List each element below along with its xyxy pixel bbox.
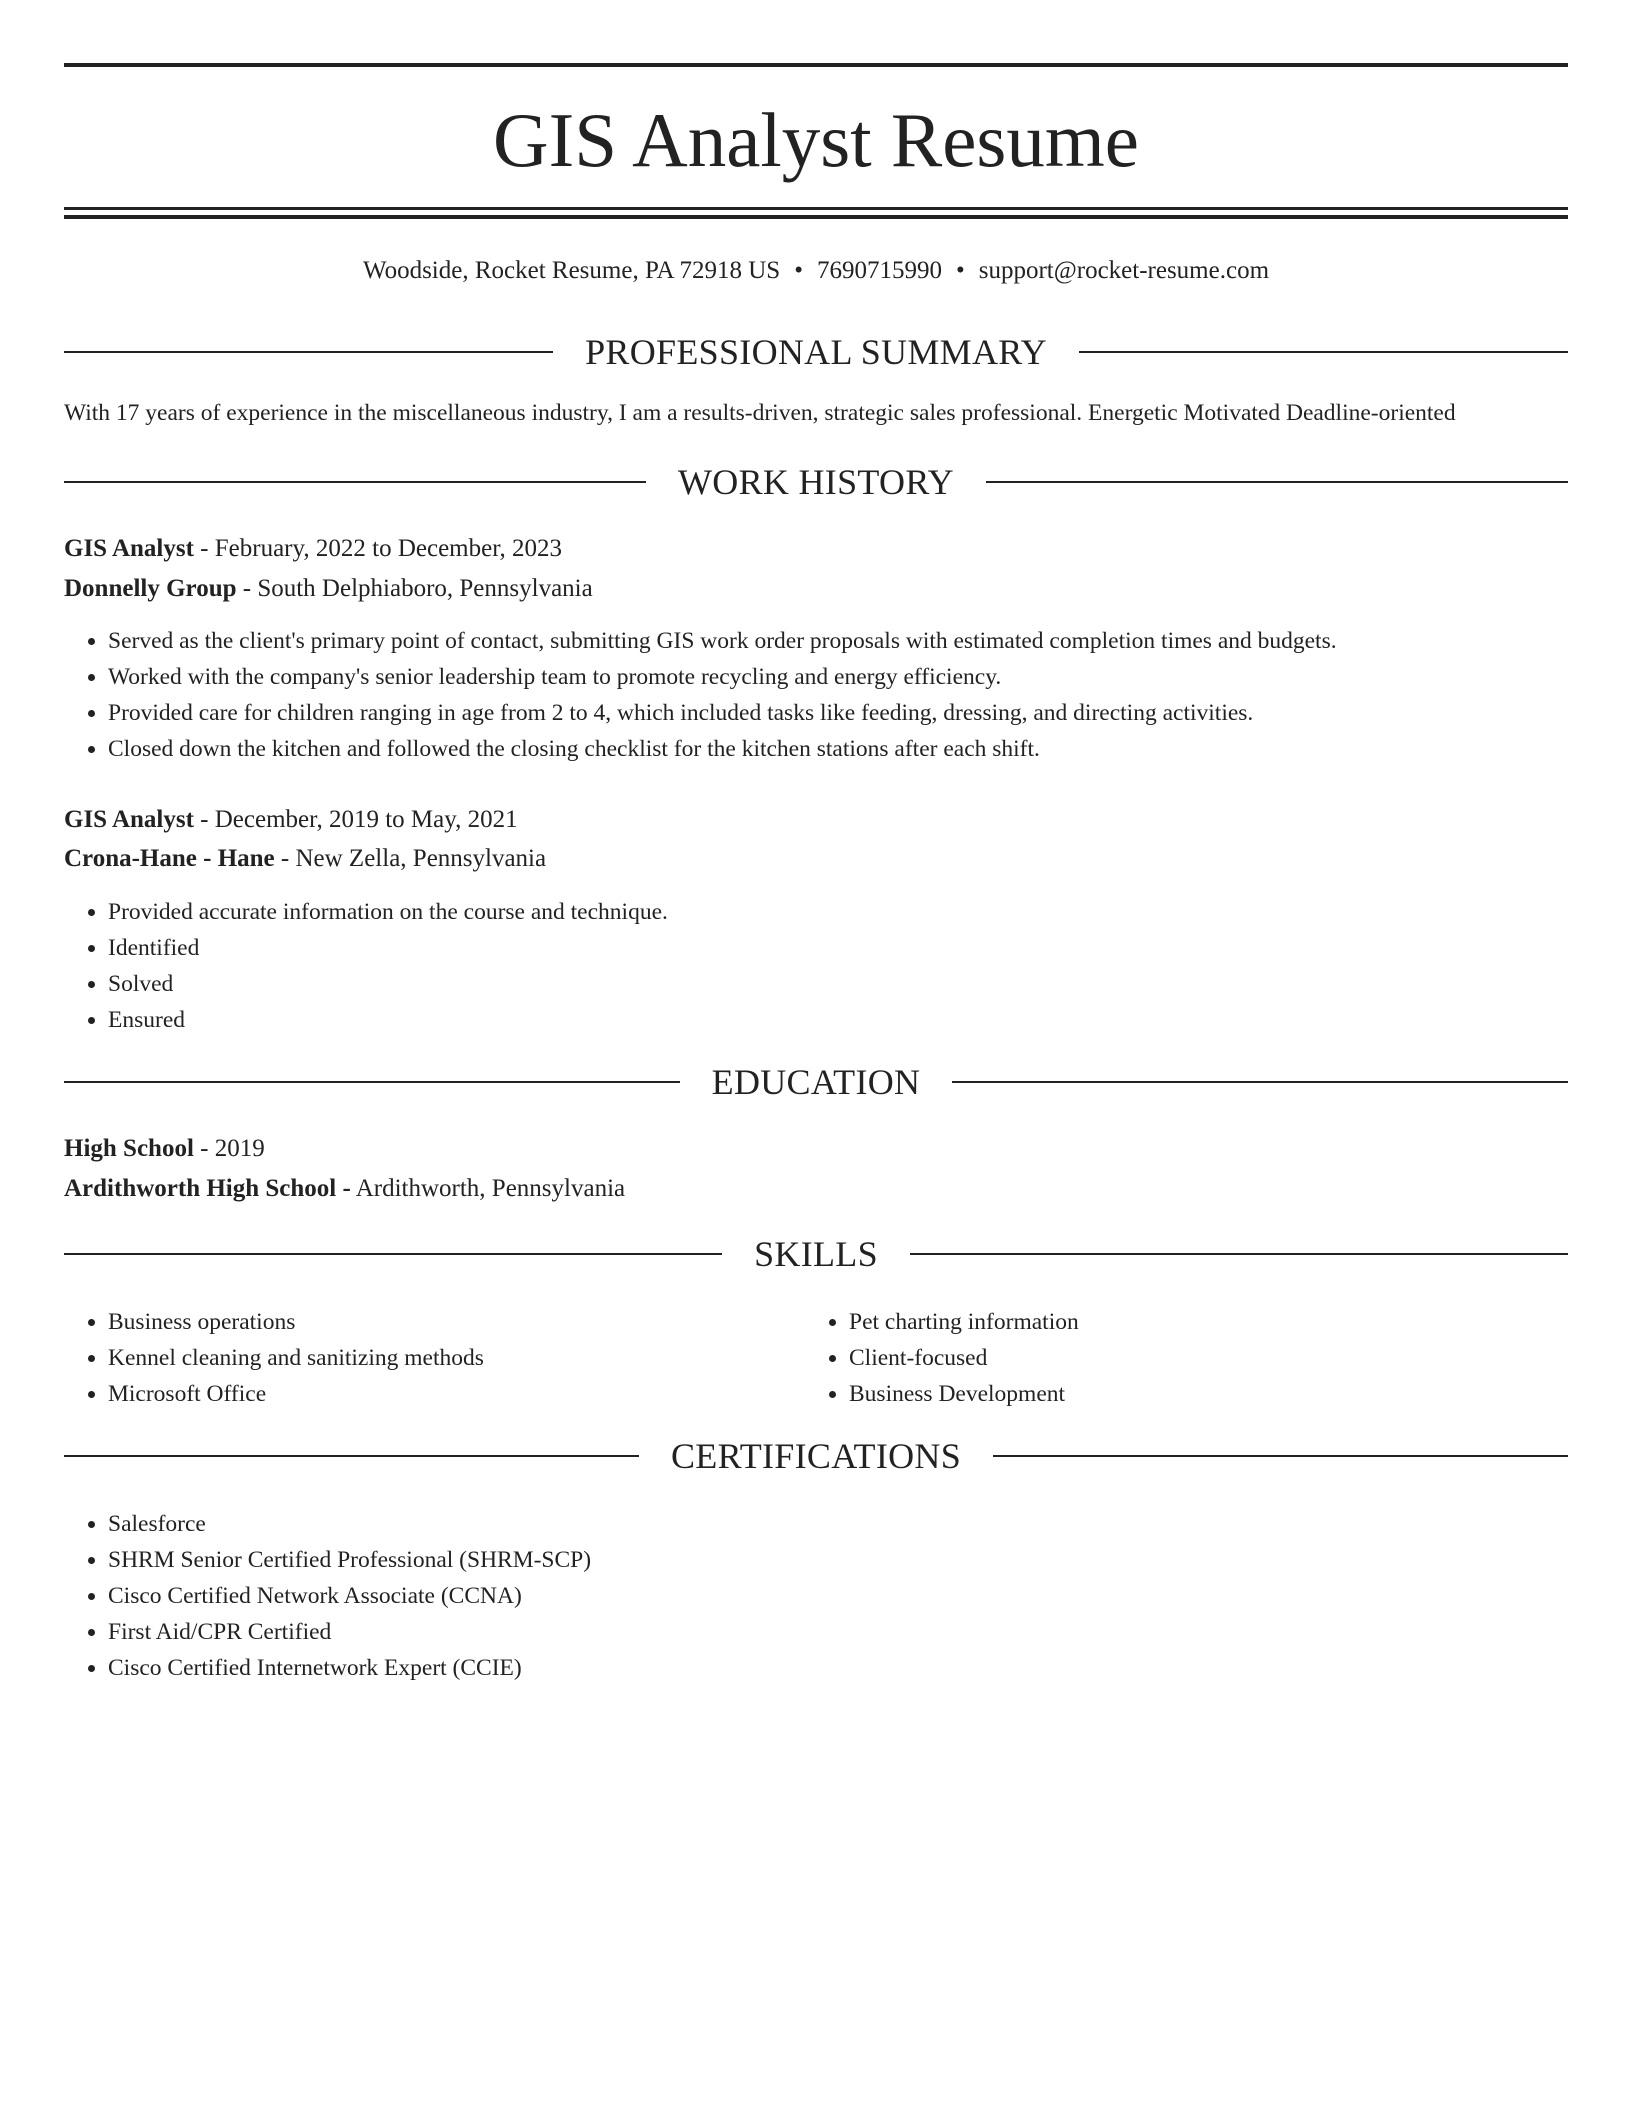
job-dates: - February, 2022 to December, 2023 (193, 535, 563, 562)
list-item: • Kennel cleaning and sanitizing methods (108, 1340, 484, 1376)
list-item: • Provided accurate information on the course and technique. (108, 894, 668, 930)
education-school-line (64, 1170, 1568, 1208)
skills-right-list (805, 1304, 1079, 1412)
summary-heading: PROFESSIONAL SUMMARY (585, 332, 1047, 372)
list-item: • Microsoft Office (108, 1376, 484, 1412)
education-year: - 2019 (193, 1135, 265, 1162)
education-degree: High School (64, 1135, 194, 1162)
list-item: • Identified (108, 930, 668, 966)
work-section-heading (64, 460, 1568, 504)
resume-title: GIS Analyst Resume (493, 97, 1139, 183)
skills-left-list (64, 1304, 484, 1412)
job-dates: - December, 2019 to May, 2021 (193, 806, 518, 833)
skills-heading: SKILLS (754, 1234, 878, 1274)
job-title: GIS Analyst (64, 806, 194, 833)
heading-rule-right (952, 1081, 1568, 1083)
contact-separator: • (955, 257, 965, 284)
contact-email: support@rocket-resume.com (978, 257, 1270, 284)
list-item: • Worked with the company's senior leadership team to promote recycling and energy efficiency. (108, 659, 1337, 695)
list-item: • Provided care for children ranging in age from 2 to 4, which included tasks like feeding, dressing, and directing activities. (108, 695, 1337, 731)
list-item: • First Aid/CPR Certified (108, 1614, 591, 1650)
job-title: GIS Analyst (64, 535, 194, 562)
list-item: • Pet charting information (849, 1304, 1079, 1340)
list-item: • Client-focused (849, 1340, 1079, 1376)
list-item: • Closed down the kitchen and followed the closing checklist for the kitchen stations after each shift. (108, 731, 1337, 767)
education-heading: EDUCATION (711, 1062, 921, 1102)
list-item: • Cisco Certified Network Associate (CCNA) (108, 1578, 591, 1614)
education-location: Ardithworth, Pennsylvania (350, 1175, 626, 1202)
title-rule-lower (64, 215, 1568, 219)
education-school: Ardithworth High School - (64, 1175, 351, 1202)
work-heading: WORK HISTORY (678, 462, 954, 502)
list-item: • Solved (108, 966, 668, 1002)
education-degree-line (64, 1130, 1568, 1168)
top-rule (64, 63, 1568, 67)
contact-line (64, 253, 1568, 289)
list-item: • Cisco Certified Internetwork Expert (CCIE) (108, 1650, 591, 1686)
heading-rule-left (64, 1455, 639, 1457)
job-2-company-line (64, 840, 1568, 878)
skills-section-heading (64, 1232, 1568, 1276)
job-1-company-line (64, 570, 1568, 608)
heading-rule-right (993, 1455, 1568, 1457)
job-1-title-line (64, 530, 1568, 568)
heading-rule-right (986, 481, 1568, 483)
summary-section-heading (64, 330, 1568, 374)
job-2-bullets (64, 894, 668, 1038)
title-rule-upper (64, 207, 1568, 210)
certifications-section-heading (64, 1434, 1568, 1478)
contact-separator: • (794, 257, 803, 284)
heading-rule-right (910, 1253, 1568, 1255)
list-item: • Business operations (108, 1304, 484, 1340)
contact-address: Woodside, Rocket Resume, PA 72918 US (362, 257, 781, 284)
job-company: Donnelly Group (64, 575, 237, 602)
list-item: • Ensured (108, 1002, 668, 1038)
heading-rule-left (64, 481, 646, 483)
job-location: - South Delphiaboro, Pennsylvania (236, 575, 593, 602)
list-item: • Served as the client's primary point of contact, submitting GIS work order proposals with estimated completion times and budgets. (108, 623, 1337, 659)
education-section-heading (64, 1060, 1568, 1104)
certifications-list (64, 1506, 591, 1686)
job-1-bullets (64, 623, 1337, 767)
list-item: • Salesforce (108, 1506, 591, 1542)
heading-rule-left (64, 1081, 680, 1083)
certifications-heading: CERTIFICATIONS (670, 1436, 962, 1476)
heading-rule-left (64, 1253, 722, 1255)
heading-rule-right (1079, 351, 1568, 353)
job-company: Crona-Hane - Hane (64, 845, 275, 872)
list-item: • Business Development (849, 1376, 1079, 1412)
job-location: - New Zella, Pennsylvania (274, 845, 547, 872)
list-item: • SHRM Senior Certified Professional (SHRM-SCP) (108, 1542, 591, 1578)
summary-text: With 17 years of experience in the miscellaneous industry, I am a results-driven, strategic sales professional. Energetic Motivated Deadline-oriented (64, 400, 1456, 426)
job-2-title-line (64, 801, 1568, 839)
contact-phone: 7690715990 (816, 257, 942, 284)
heading-rule-left (64, 351, 553, 353)
